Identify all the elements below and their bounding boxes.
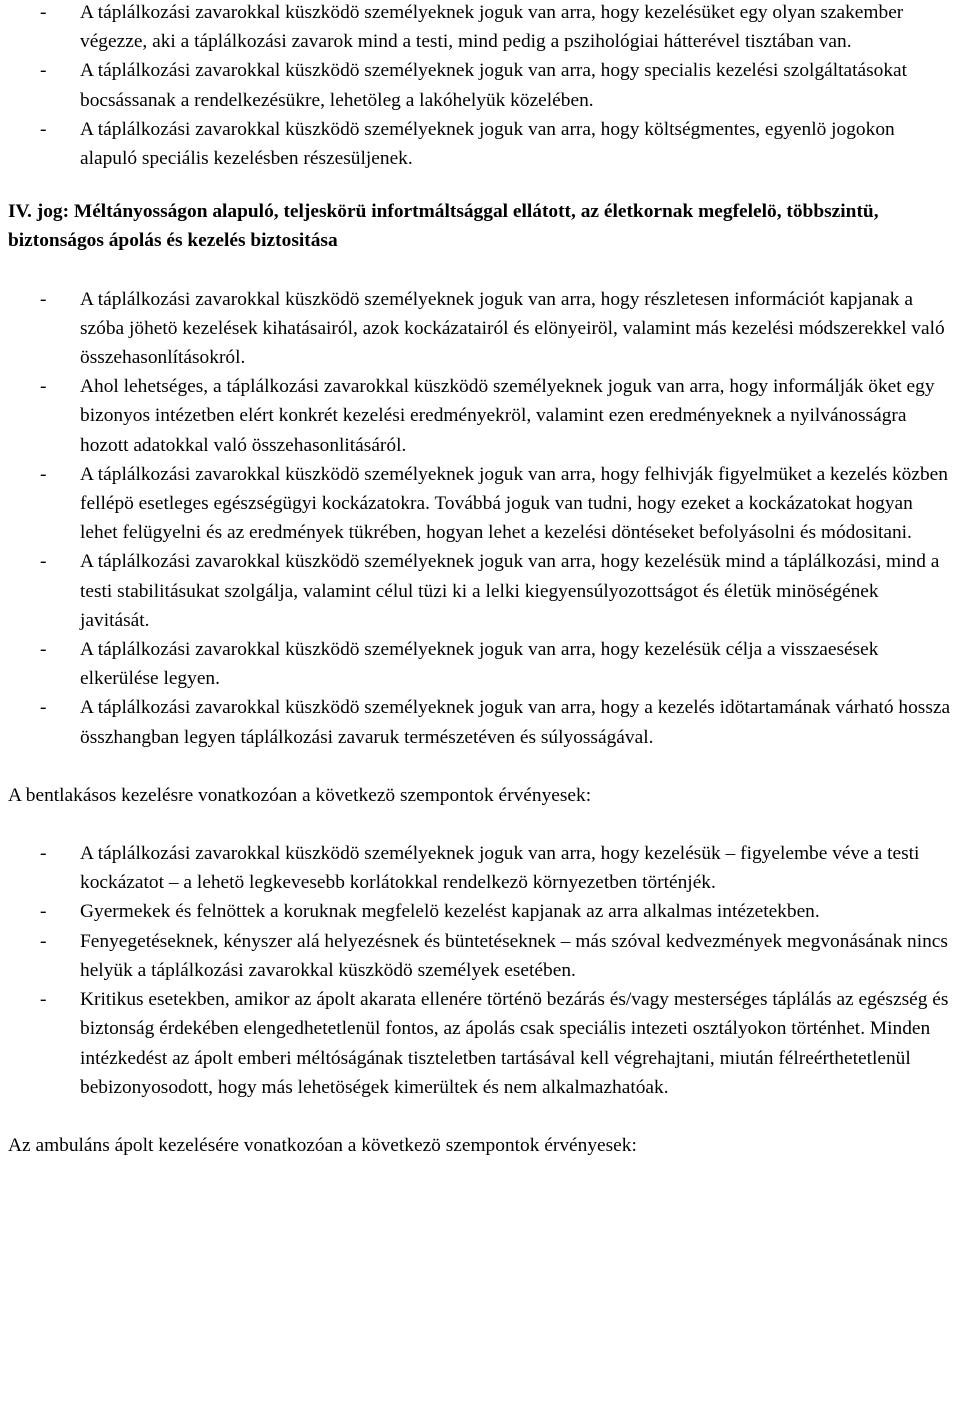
bullet-dash: -	[40, 901, 47, 923]
list-item-text: A táplálkozási zavarokkal küszködö személyeknek joguk van arra, hogy specialis kezelési szolgáltatásokat bocsássanak a rendelkezésükre, lehetöleg a lakóhelyük közelében.	[80, 60, 908, 111]
list-item-text: A táplálkozási zavarokkal küszködö személyeknek joguk van arra, hogy kezelésük – figyelembe véve a testi kockázatot – a lehetö legkevesebb korlátokkal rendelkezö környezetben történjék.	[80, 843, 920, 894]
list-item-text: A táplálkozási zavarokkal küszködö személyeknek joguk van arra, hogy felhivják figyelmüket a kezelés közben fellépö esetleges egészségügyi kockázatokra. Továbbá joguk van tudni, hogy ezeket a kockázatokat hogyan lehet felügyelni és az eredmények tükrében, hogyan lehet a kezelési döntéseket befolyásolni és módositani.	[80, 463, 948, 544]
list-item	[8, 56, 952, 114]
list-item	[8, 0, 952, 56]
bullet-dash: -	[40, 639, 47, 661]
list-item	[8, 985, 952, 1102]
bullet-dash: -	[40, 60, 47, 82]
list-item	[8, 693, 952, 751]
rights-bullet-list	[8, 285, 952, 752]
list-item-text: A táplálkozási zavarokkal küszködö személyeknek joguk van arra, hogy kezelésüket egy olyan szakember végezze, aki a táplálkozási zavarok mind a testi, mind pedig a pszihológiai hátterével tisztában van.	[80, 2, 904, 53]
list-item	[8, 635, 952, 693]
bullet-dash: -	[40, 697, 47, 719]
list-item-text: A táplálkozási zavarokkal küszködö személyeknek joguk van arra, hogy kezelésük mind a táplálkozási, mind a testi stabilitásukat szolgálja, valamint célul tüzi ki a lelki kiegyensúlyozottságot és életük minöségének javitását.	[80, 551, 940, 631]
bullet-dash: -	[40, 2, 47, 23]
list-item-text: A táplálkozási zavarokkal küszködö személyeknek joguk van arra, hogy a kezelés idötartamának várható hossza összhangban legyen táplálkozási zavaruk természetéven és súlyosságával.	[80, 697, 951, 748]
bullet-dash: -	[40, 930, 47, 952]
bullet-dash: -	[40, 118, 47, 140]
list-item	[8, 897, 952, 926]
list-item-text: A táplálkozási zavarokkal küszködö személyeknek joguk van arra, hogy részletesen információt kapjanak a szóba jöhetö kezelések kihatásairól, azok kockázatairól és elönyeiröl, valamint más kezelési módszerekkel való összehasonlításokról.	[80, 288, 945, 369]
list-item-text: A táplálkozási zavarokkal küszködö személyeknek joguk van arra, hogy költségmentes, egyenlö jogokon alapuló speciális kezelésben részesüljenek.	[80, 118, 895, 170]
residential-intro: A bentlakásos kezelésre vonatkozóan a következö szempontok érvényesek:	[8, 784, 592, 806]
bullet-dash: -	[40, 463, 47, 485]
bullet-dash: -	[40, 843, 47, 865]
ambulant-intro: Az ambuláns ápolt kezelésére vonatkozóan a következö szempontok érvényesek:	[8, 1134, 637, 1156]
bullet-dash: -	[40, 288, 47, 310]
list-item-text: Kritikus esetekben, amikor az ápolt akarata ellenére történö bezárás és/vagy mesterséges táplálás az egészség és biztonság érdekében elengedhetetlenül fontos, az ápolás csak speciális intezeti osztályokon történhet. Minden intézkedést az ápolt emberi méltóságának tiszteletben tartásával kell végrehajtani, miután félreérthetetlenül bebizonyosodott, hogy más lehetöségek kimerültek és nem alkalmazhatóak.	[80, 989, 949, 1098]
list-item	[8, 547, 952, 635]
list-item	[8, 460, 952, 548]
list-item-text: Gyermekek és felnöttek a koruknak megfelelö kezelést kapjanak az arra alkalmas intézetekben.	[80, 901, 820, 923]
bullet-dash: -	[40, 551, 47, 573]
list-item	[8, 372, 952, 460]
residential-bullet-list	[8, 839, 952, 1102]
list-item-text: Fenyegetéseknek, kényszer alá helyezésnek és büntetéseknek – más szóval kedvezmények megvonásának nincs helyük a táplálkozási zavarokkal küszködö személyek esetében.	[80, 930, 948, 981]
section-heading: IV. jog: Méltányosságon alapuló, teljeskörü infortmáltsággal ellátott, az életkornak megfelelö, többszintü, biztonságos ápolás és kezelés biztositása	[8, 201, 879, 252]
bullet-dash: -	[40, 989, 47, 1011]
list-item-text: A táplálkozási zavarokkal küszködö személyeknek joguk van arra, hogy kezelésük célja a visszaesések elkerülése legyen.	[80, 639, 879, 690]
list-item-text: Ahol lehetséges, a táplálkozási zavarokkal küszködö személyeknek joguk van arra, hogy informálják öket egy bizonyos intézetben elért konkrét kezelési eredményekröl, valamint ezen eredményeknek a nyilvánosságra hozott adatokkal való összehasonlitásáról.	[80, 376, 935, 456]
bullet-dash: -	[40, 376, 47, 398]
top-bullet-list	[8, 0, 952, 173]
list-item	[8, 285, 952, 373]
list-item	[8, 927, 952, 985]
list-item	[8, 839, 952, 897]
list-item	[8, 115, 952, 173]
